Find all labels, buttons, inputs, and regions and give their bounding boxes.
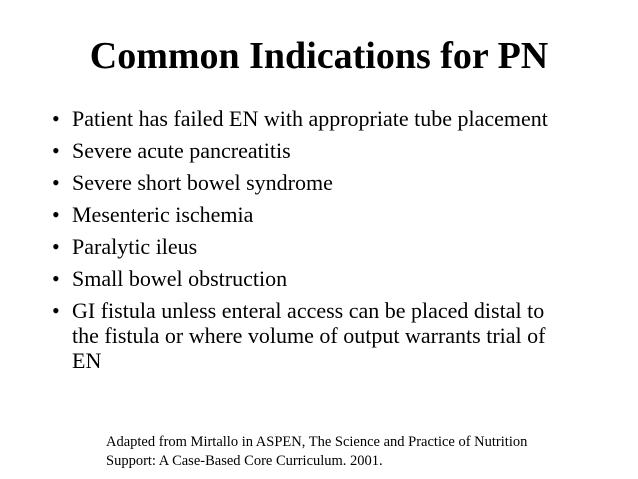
bullet-dot-icon: • [52,106,60,131]
bullet-text: Small bowel obstruction [72,266,288,291]
bullet-dot-icon: • [52,234,60,259]
bullet-item [52,138,572,163]
bullet-text: Severe short bowel syndrome [72,170,333,195]
source-line-1: Adapted from Mirtallo in ASPEN, The Science and Practice of Nutrition [106,434,528,450]
bullet-text: Paralytic ileus [72,234,198,259]
bullet-dot-icon: • [52,266,60,291]
bullet-dot-icon: • [52,170,60,195]
bullet-text: GI fistula unless enteral access can be placed distal to the fistula or where volume of output warrants trial of EN [72,298,546,373]
bullet-item [52,234,572,259]
bullet-dot-icon: • [52,298,60,323]
source-line-2: Support: A Case-Based Core Curriculum. 2001. [106,453,383,469]
bullet-item [52,202,572,227]
slide-title: Common Indications for PN [89,35,549,77]
bullet-item [52,106,572,131]
bullet-text: Patient has failed EN with appropriate tube placement [72,106,548,131]
bullet-text: Severe acute pancreatitis [72,138,291,163]
bullet-item [52,170,572,195]
bullet-dot-icon: • [52,202,60,227]
bullet-text: Mesenteric ischemia [72,202,254,227]
bullet-dot-icon: • [52,138,60,163]
bullet-item [52,298,572,373]
bullet-item [52,266,572,291]
source-citation [106,433,631,471]
bullet-list [52,106,572,380]
